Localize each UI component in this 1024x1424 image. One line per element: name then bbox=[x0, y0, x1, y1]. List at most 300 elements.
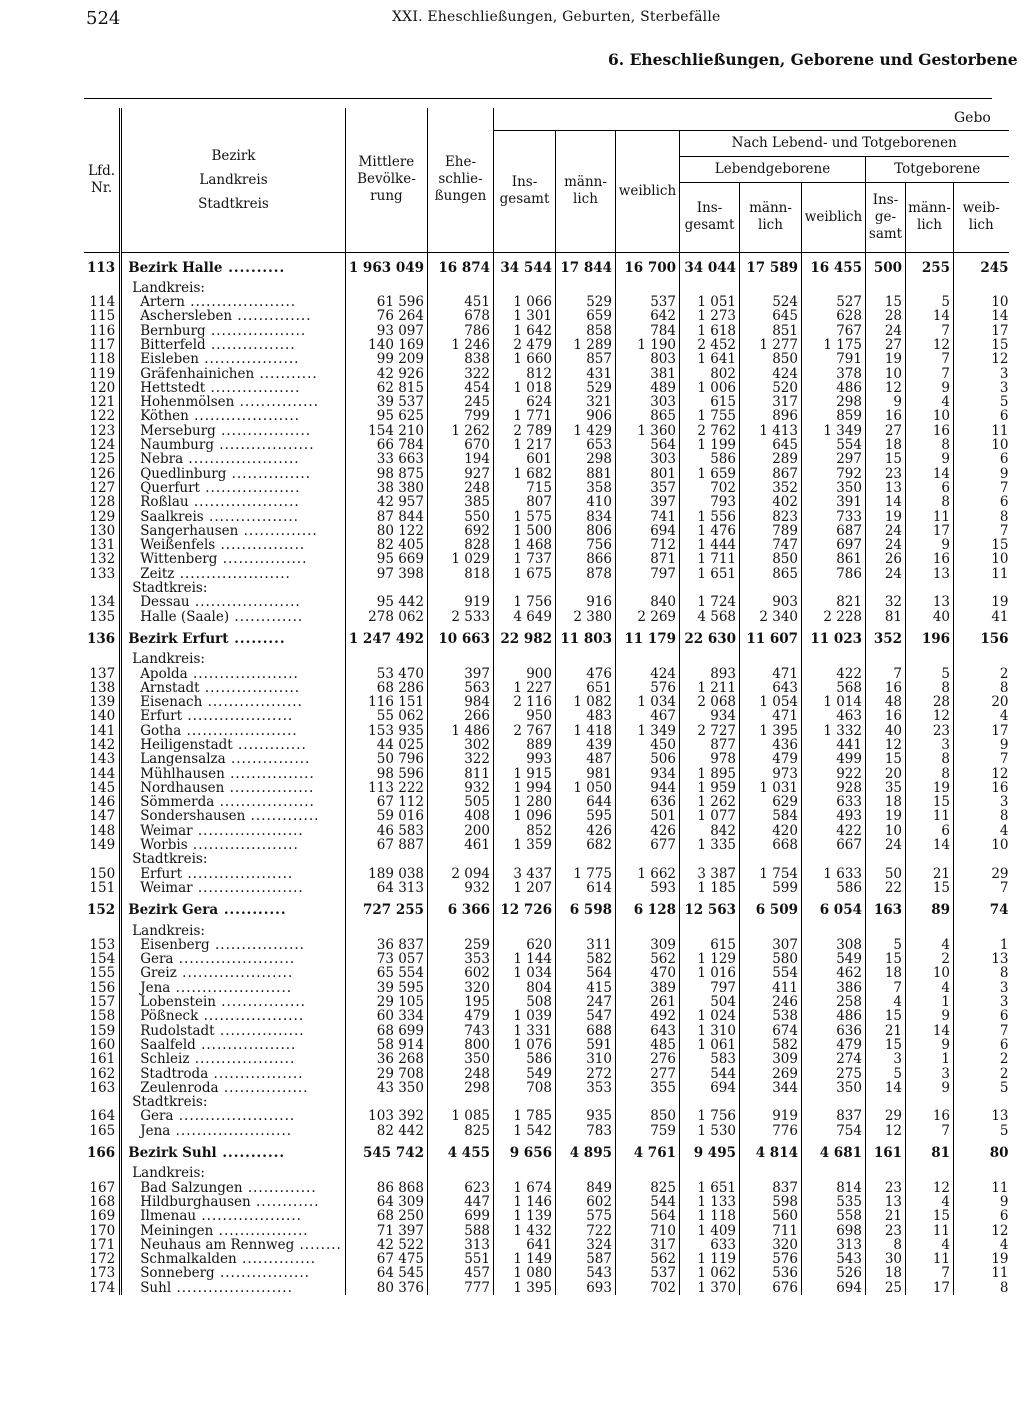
cell-eheschliessungen: 245 bbox=[428, 395, 494, 409]
cell-lg-insgesamt: 1 133 bbox=[680, 1195, 740, 1209]
cell-eheschliessungen: 350 bbox=[428, 1052, 494, 1066]
dot-leader: .................. bbox=[205, 322, 307, 339]
cell-lg-weiblich: 1 349 bbox=[802, 424, 866, 438]
cell-tg-maennlich: 4 bbox=[906, 1195, 954, 1209]
cell-tg-maennlich bbox=[906, 652, 954, 666]
cell-tg-maennlich: 10 bbox=[906, 966, 954, 980]
table-row bbox=[84, 424, 1009, 438]
cell-lg-maennlich: 823 bbox=[740, 510, 802, 524]
cell-tg-maennlich: 14 bbox=[906, 467, 954, 481]
cell-lg-insgesamt: 1 659 bbox=[680, 467, 740, 481]
cell-maennlich: 564 bbox=[556, 966, 616, 980]
dot-leader: ................. bbox=[205, 379, 301, 396]
cell-lg-maennlich: 645 bbox=[740, 438, 802, 452]
region-name: Zeitz ..................... bbox=[121, 567, 346, 581]
cell-lg-weiblich: 1 633 bbox=[802, 867, 866, 881]
cell-insgesamt: 1 682 bbox=[494, 467, 556, 481]
row-number: 162 bbox=[84, 1067, 121, 1081]
cell-tg-maennlich: 9 bbox=[906, 452, 954, 466]
cell-weiblich: 501 bbox=[616, 809, 680, 823]
cell-tg-weiblich: 19 bbox=[991, 594, 1009, 611]
dot-leader: .................... bbox=[188, 494, 300, 511]
row-number: 129 bbox=[84, 510, 121, 524]
cell-maennlich: 866 bbox=[556, 552, 616, 566]
dot-leader: ............. bbox=[232, 737, 307, 753]
cell-tg-maennlich: 7 bbox=[906, 324, 954, 338]
cell-maennlich: 1 418 bbox=[556, 724, 616, 738]
cell-maennlich: 659 bbox=[556, 309, 616, 323]
cell-eheschliessungen bbox=[428, 581, 494, 595]
bezirk-row bbox=[84, 252, 1009, 281]
cell-mittlere-bevoelkerung: 68 699 bbox=[345, 1024, 427, 1038]
cell-lg-insgesamt: 1 077 bbox=[680, 809, 740, 823]
cell-eheschliessungen: 1 029 bbox=[428, 552, 494, 566]
cell-lg-insgesamt: 1 724 bbox=[680, 595, 740, 609]
cell-tg-maennlich: 1 bbox=[906, 995, 954, 1009]
row-number: 115 bbox=[84, 309, 121, 323]
cell-eheschliessungen: 195 bbox=[428, 995, 494, 1009]
cell-tg-maennlich: 7 bbox=[906, 352, 954, 366]
cell-tg-insgesamt: 27 bbox=[866, 424, 906, 438]
cell-mittlere-bevoelkerung: 76 264 bbox=[345, 309, 427, 323]
cell-lg-weiblich: 298 bbox=[802, 395, 866, 409]
cell-tg-insgesamt: 16 bbox=[866, 709, 906, 723]
cell-eheschliessungen: 786 bbox=[428, 324, 494, 338]
dot-leader: ...................... bbox=[173, 1108, 296, 1125]
row-number: 144 bbox=[84, 767, 121, 781]
cell-lg-maennlich: 629 bbox=[740, 795, 802, 809]
cell-insgesamt: 1 994 bbox=[494, 781, 556, 795]
table-row bbox=[84, 724, 1009, 738]
cell-tg-weiblich: 12 bbox=[991, 765, 1009, 782]
cell-eheschliessungen: 505 bbox=[428, 795, 494, 809]
row-number: 157 bbox=[84, 995, 121, 1009]
cell-tg-maennlich: 9 bbox=[906, 1038, 954, 1052]
cell-lg-weiblich: 558 bbox=[802, 1209, 866, 1223]
cell-lg-weiblich: 526 bbox=[802, 1266, 866, 1280]
row-number: 119 bbox=[84, 367, 121, 381]
table-row bbox=[84, 1009, 1009, 1023]
table-row bbox=[84, 1124, 1009, 1138]
cell-insgesamt: 1 756 bbox=[494, 595, 556, 609]
cell-lg-weiblich: 1 175 bbox=[802, 338, 866, 352]
cell-lg-insgesamt: 1 211 bbox=[680, 681, 740, 695]
cell-weiblich: 801 bbox=[616, 467, 680, 481]
region-name: Nebra ..................... bbox=[121, 452, 346, 466]
cell-lg-weiblich: 527 bbox=[802, 295, 866, 309]
cell-lg-weiblich: 535 bbox=[802, 1195, 866, 1209]
cell-lg-maennlich: 560 bbox=[740, 1209, 802, 1223]
cell-insgesamt: 1 500 bbox=[494, 524, 556, 538]
cell-lg-weiblich: 1 014 bbox=[802, 695, 866, 709]
cell-tg-weiblich: 8 bbox=[999, 965, 1009, 982]
cell-lg-insgesamt: 1 530 bbox=[680, 1124, 740, 1138]
cell-tg-insgesamt: 10 bbox=[866, 367, 906, 381]
cell-tg-insgesamt: 50 bbox=[866, 867, 906, 881]
cell-maennlich: 722 bbox=[556, 1224, 616, 1238]
cell-weiblich: 1 034 bbox=[616, 695, 680, 709]
cell-insgesamt: 1 227 bbox=[494, 681, 556, 695]
table-body bbox=[84, 252, 1009, 1295]
group-label-row bbox=[84, 1095, 1009, 1109]
header-lebendgeborene: Lebendgeborene bbox=[680, 156, 866, 182]
cell-weiblich: 470 bbox=[616, 966, 680, 980]
cell-eheschliessungen bbox=[428, 652, 494, 666]
table-row bbox=[84, 881, 1009, 895]
row-number: 173 bbox=[84, 1266, 121, 1280]
row-number: 136 bbox=[84, 624, 121, 652]
cell-tg-insgesamt: 3 bbox=[866, 1052, 906, 1066]
cell-insgesamt: 900 bbox=[494, 667, 556, 681]
cell-tg-maennlich: 9 bbox=[906, 1009, 954, 1023]
cell-tg-weiblich: 7 bbox=[999, 479, 1009, 496]
cell-insgesamt: 1 039 bbox=[494, 1009, 556, 1023]
cell-tg-insgesamt: 21 bbox=[866, 1209, 906, 1223]
cell-maennlich bbox=[556, 924, 616, 938]
cell-lg-maennlich: 674 bbox=[740, 1024, 802, 1038]
cell-maennlich: 981 bbox=[556, 767, 616, 781]
cell-maennlich: 1 050 bbox=[556, 781, 616, 795]
cell-tg-insgesamt: 24 bbox=[866, 324, 906, 338]
row-number: 131 bbox=[84, 538, 121, 552]
cell-weiblich: 636 bbox=[616, 795, 680, 809]
cell-lg-maennlich: 320 bbox=[740, 1238, 802, 1252]
group-label: Stadtkreis: bbox=[121, 581, 346, 595]
cell-tg-insgesamt: 35 bbox=[866, 781, 906, 795]
cell-lg-weiblich: 687 bbox=[802, 524, 866, 538]
region-name: Nordhausen ................ bbox=[121, 781, 346, 795]
cell-lg-insgesamt: 1 310 bbox=[680, 1024, 740, 1038]
cell-lg-weiblich: 628 bbox=[802, 309, 866, 323]
cell-tg-insgesamt: 500 bbox=[866, 252, 906, 281]
cell-tg-weiblich: 6 bbox=[999, 1036, 1009, 1053]
cell-insgesamt: 1 395 bbox=[494, 1281, 556, 1295]
cell-mittlere-bevoelkerung: 140 169 bbox=[345, 338, 427, 352]
row-number bbox=[84, 852, 121, 866]
cell-insgesamt: 549 bbox=[494, 1067, 556, 1081]
cell-maennlich: 878 bbox=[556, 567, 616, 581]
cell-lg-insgesamt: 1 756 bbox=[680, 1109, 740, 1123]
cell-lg-insgesamt: 1 185 bbox=[680, 881, 740, 895]
dot-leader: ................ bbox=[215, 994, 306, 1011]
cell-eheschliessungen: 799 bbox=[428, 409, 494, 423]
region-name: Gotha ..................... bbox=[121, 724, 346, 738]
cell-lg-insgesamt: 1 755 bbox=[680, 409, 740, 423]
cell-tg-maennlich bbox=[906, 924, 954, 938]
cell-mittlere-bevoelkerung: 93 097 bbox=[345, 324, 427, 338]
cell-maennlich: 11 803 bbox=[556, 624, 616, 652]
cell-tg-insgesamt: 30 bbox=[866, 1252, 906, 1266]
cell-lg-insgesamt: 1 129 bbox=[680, 952, 740, 966]
cell-tg-maennlich bbox=[906, 281, 954, 295]
cell-insgesamt: 2 789 bbox=[494, 424, 556, 438]
cell-lg-insgesamt: 2 727 bbox=[680, 724, 740, 738]
cell-lg-maennlich: 554 bbox=[740, 966, 802, 980]
region-name: Heiligenstadt ............. bbox=[121, 738, 346, 752]
cell-insgesamt: 586 bbox=[494, 1052, 556, 1066]
cell-eheschliessungen: 457 bbox=[428, 1266, 494, 1280]
cell-lg-insgesamt: 583 bbox=[680, 1052, 740, 1066]
cell-tg-maennlich: 4 bbox=[906, 981, 954, 995]
cell-mittlere-bevoelkerung: 42 522 bbox=[345, 1238, 427, 1252]
row-number: 151 bbox=[84, 881, 121, 895]
cell-maennlich: 653 bbox=[556, 438, 616, 452]
cell-tg-weiblich: 14 bbox=[991, 308, 1009, 325]
cell-tg-insgesamt: 18 bbox=[866, 438, 906, 452]
cell-lg-weiblich: 694 bbox=[802, 1281, 866, 1295]
cell-insgesamt: 3 437 bbox=[494, 867, 556, 881]
cell-tg-insgesamt: 163 bbox=[866, 895, 906, 923]
cell-tg-weiblich: 5 bbox=[999, 1079, 1009, 1096]
cell-lg-maennlich: 867 bbox=[740, 467, 802, 481]
cell-tg-insgesamt: 23 bbox=[866, 467, 906, 481]
cell-tg-weiblich: 19 bbox=[991, 1251, 1009, 1268]
cell-tg-insgesamt: 7 bbox=[866, 981, 906, 995]
cell-tg-weiblich: 2 bbox=[999, 1065, 1009, 1082]
dot-leader: ...................... bbox=[173, 951, 296, 968]
cell-eheschliessungen: 818 bbox=[428, 567, 494, 581]
cell-insgesamt: 1 096 bbox=[494, 809, 556, 823]
table-row bbox=[84, 795, 1009, 809]
region-name: Schleiz ................... bbox=[121, 1052, 346, 1066]
table-row bbox=[84, 1038, 1009, 1052]
table-row bbox=[84, 752, 1009, 766]
cell-lg-weiblich: 767 bbox=[802, 324, 866, 338]
cell-tg-weiblich: 1 bbox=[999, 936, 1009, 953]
cell-lg-insgesamt: 1 061 bbox=[680, 1038, 740, 1052]
cell-maennlich: 487 bbox=[556, 752, 616, 766]
cell-insgesamt: 1 359 bbox=[494, 838, 556, 852]
cell-tg-weiblich: 29 bbox=[991, 865, 1009, 882]
row-number: 132 bbox=[84, 552, 121, 566]
cell-lg-maennlich: 411 bbox=[740, 981, 802, 995]
row-number: 141 bbox=[84, 724, 121, 738]
cell-lg-maennlich: 402 bbox=[740, 495, 802, 509]
cell-lg-insgesamt: 797 bbox=[680, 981, 740, 995]
cell-lg-insgesamt: 1 006 bbox=[680, 381, 740, 395]
row-number: 116 bbox=[84, 324, 121, 338]
cell-tg-insgesamt: 24 bbox=[866, 567, 906, 581]
cell-lg-weiblich: 549 bbox=[802, 952, 866, 966]
cell-maennlich: 272 bbox=[556, 1067, 616, 1081]
cell-mittlere-bevoelkerung: 50 796 bbox=[345, 752, 427, 766]
region-name: Weimar .................... bbox=[121, 881, 346, 895]
cell-mittlere-bevoelkerung: 98 875 bbox=[345, 467, 427, 481]
cell-tg-weiblich: 8 bbox=[999, 508, 1009, 525]
cell-lg-weiblich bbox=[802, 852, 866, 866]
cell-tg-weiblich bbox=[954, 852, 1009, 866]
cell-lg-insgesamt: 12 563 bbox=[680, 895, 740, 923]
cell-tg-insgesamt: 18 bbox=[866, 795, 906, 809]
cell-tg-weiblich: 6 bbox=[999, 494, 1009, 511]
table-row bbox=[84, 1266, 1009, 1280]
cell-maennlich: 849 bbox=[556, 1181, 616, 1195]
cell-tg-weiblich: 9 bbox=[999, 1193, 1009, 1210]
row-number: 146 bbox=[84, 795, 121, 809]
table-row bbox=[84, 295, 1009, 309]
cell-insgesamt: 1 737 bbox=[494, 552, 556, 566]
cell-lg-weiblich: 792 bbox=[802, 467, 866, 481]
cell-lg-insgesamt: 1 444 bbox=[680, 538, 740, 552]
row-number bbox=[84, 652, 121, 666]
row-number bbox=[84, 1095, 121, 1109]
cell-lg-insgesamt: 544 bbox=[680, 1067, 740, 1081]
cell-tg-insgesamt: 7 bbox=[866, 667, 906, 681]
row-number: 174 bbox=[84, 1281, 121, 1295]
table-row bbox=[84, 1209, 1009, 1223]
cell-tg-maennlich: 6 bbox=[906, 481, 954, 495]
table-row bbox=[84, 767, 1009, 781]
cell-lg-weiblich: 350 bbox=[802, 1081, 866, 1095]
region-name: Dessau .................... bbox=[121, 595, 346, 609]
dot-leader: ................. bbox=[208, 1065, 304, 1082]
cell-tg-insgesamt: 8 bbox=[866, 1238, 906, 1252]
cell-tg-insgesamt: 15 bbox=[866, 1009, 906, 1023]
cell-lg-maennlich: 307 bbox=[740, 938, 802, 952]
cell-lg-insgesamt: 586 bbox=[680, 452, 740, 466]
cell-lg-maennlich: 246 bbox=[740, 995, 802, 1009]
row-number: 170 bbox=[84, 1224, 121, 1238]
cell-tg-maennlich: 13 bbox=[906, 595, 954, 609]
cell-lg-insgesamt: 2 068 bbox=[680, 695, 740, 709]
cell-eheschliessungen: 10 663 bbox=[428, 624, 494, 652]
cell-lg-maennlich: 576 bbox=[740, 1252, 802, 1266]
cell-lg-maennlich: 424 bbox=[740, 367, 802, 381]
cell-tg-maennlich: 7 bbox=[906, 1266, 954, 1280]
cell-tg-insgesamt: 27 bbox=[866, 338, 906, 352]
region-name: Bitterfeld ................ bbox=[121, 338, 346, 352]
cell-weiblich: 564 bbox=[616, 438, 680, 452]
cell-tg-weiblich: 8 bbox=[999, 679, 1009, 696]
cell-eheschliessungen: 984 bbox=[428, 695, 494, 709]
row-number: 118 bbox=[84, 352, 121, 366]
dot-leader: .................. bbox=[198, 351, 300, 368]
cell-weiblich: 784 bbox=[616, 324, 680, 338]
cell-mittlere-bevoelkerung: 95 669 bbox=[345, 552, 427, 566]
cell-eheschliessungen: 16 874 bbox=[428, 252, 494, 281]
cell-mittlere-bevoelkerung bbox=[345, 1166, 427, 1180]
row-number: 156 bbox=[84, 981, 121, 995]
row-number: 120 bbox=[84, 381, 121, 395]
cell-weiblich: 485 bbox=[616, 1038, 680, 1052]
cell-tg-insgesamt: 13 bbox=[866, 481, 906, 495]
cell-lg-insgesamt: 893 bbox=[680, 667, 740, 681]
cell-eheschliessungen: 447 bbox=[428, 1195, 494, 1209]
cell-tg-maennlich: 4 bbox=[906, 395, 954, 409]
cell-lg-weiblich: 422 bbox=[802, 667, 866, 681]
cell-lg-insgesamt: 1 016 bbox=[680, 966, 740, 980]
cell-tg-weiblich: 16 bbox=[991, 779, 1009, 796]
region-name: Aschersleben .............. bbox=[121, 309, 346, 323]
table-row bbox=[84, 610, 1009, 624]
cell-mittlere-bevoelkerung: 64 309 bbox=[345, 1195, 427, 1209]
dot-leader: .................. bbox=[199, 679, 301, 696]
cell-maennlich: 881 bbox=[556, 467, 616, 481]
cell-weiblich: 712 bbox=[616, 538, 680, 552]
dot-leader: ............. bbox=[245, 808, 320, 825]
page-number: 524 bbox=[86, 8, 121, 29]
cell-lg-insgesamt: 22 630 bbox=[680, 624, 740, 652]
cell-weiblich bbox=[616, 652, 680, 666]
cell-tg-weiblich: 11 bbox=[991, 1265, 1009, 1282]
cell-lg-maennlich bbox=[740, 924, 802, 938]
table-row bbox=[84, 981, 1009, 995]
cell-lg-insgesamt: 793 bbox=[680, 495, 740, 509]
cell-maennlich: 431 bbox=[556, 367, 616, 381]
cell-tg-insgesamt: 4 bbox=[866, 995, 906, 1009]
region-name: Naumburg .................. bbox=[121, 438, 346, 452]
cell-lg-weiblich: 586 bbox=[802, 881, 866, 895]
cell-insgesamt: 1 207 bbox=[494, 881, 556, 895]
table-row bbox=[84, 1195, 1009, 1209]
row-number: 159 bbox=[84, 1024, 121, 1038]
region-name: Erfurt .................... bbox=[121, 867, 346, 881]
cell-maennlich: 310 bbox=[556, 1052, 616, 1066]
statistics-table bbox=[84, 108, 1009, 1295]
dot-leader: .................... bbox=[187, 665, 299, 682]
row-number: 169 bbox=[84, 1209, 121, 1223]
dot-leader: .................... bbox=[184, 294, 297, 311]
cell-tg-maennlich: 9 bbox=[906, 1081, 954, 1095]
cell-tg-maennlich: 14 bbox=[906, 309, 954, 323]
cell-weiblich: 6 128 bbox=[616, 895, 680, 923]
cell-maennlich: 483 bbox=[556, 709, 616, 723]
cell-weiblich: 1 190 bbox=[616, 338, 680, 352]
dot-leader: ..................... bbox=[181, 722, 298, 739]
cell-tg-insgesamt: 15 bbox=[866, 295, 906, 309]
cell-weiblich: 303 bbox=[616, 452, 680, 466]
table-row bbox=[84, 538, 1009, 552]
region-name: Eisleben .................. bbox=[121, 352, 346, 366]
region-name: Zeulenroda ................ bbox=[121, 1081, 346, 1095]
cell-lg-insgesamt: 1 062 bbox=[680, 1266, 740, 1280]
cell-mittlere-bevoelkerung: 42 957 bbox=[345, 495, 427, 509]
cell-mittlere-bevoelkerung bbox=[345, 581, 427, 595]
cell-maennlich: 247 bbox=[556, 995, 616, 1009]
cell-lg-weiblich: 6 054 bbox=[802, 895, 866, 923]
cell-lg-maennlich: 896 bbox=[740, 409, 802, 423]
cell-lg-weiblich: 479 bbox=[802, 1038, 866, 1052]
cell-tg-insgesamt: 5 bbox=[866, 938, 906, 952]
cell-tg-maennlich: 15 bbox=[906, 795, 954, 809]
cell-lg-weiblich: 636 bbox=[802, 1024, 866, 1038]
cell-weiblich: 11 179 bbox=[616, 624, 680, 652]
cell-lg-weiblich: 499 bbox=[802, 752, 866, 766]
dot-leader: ..................... bbox=[176, 965, 294, 982]
cell-lg-maennlich: 865 bbox=[740, 567, 802, 581]
cell-tg-weiblich: 5 bbox=[999, 1122, 1009, 1139]
cell-tg-weiblich: 11 bbox=[991, 422, 1009, 439]
cell-maennlich: 311 bbox=[556, 938, 616, 952]
cell-weiblich: 593 bbox=[616, 881, 680, 895]
dot-leader: ................... bbox=[198, 1008, 305, 1025]
cell-tg-weiblich: 3 bbox=[999, 994, 1009, 1011]
cell-weiblich: 564 bbox=[616, 1209, 680, 1223]
cell-tg-insgesamt: 15 bbox=[866, 952, 906, 966]
region-name: Bezirk Halle .......... bbox=[121, 252, 346, 281]
dot-leader: ............. bbox=[242, 1179, 317, 1196]
cell-lg-maennlich: 538 bbox=[740, 1009, 802, 1023]
cell-maennlich: 358 bbox=[556, 481, 616, 495]
region-name: Bad Salzungen ............. bbox=[121, 1181, 346, 1195]
cell-lg-insgesamt: 3 387 bbox=[680, 867, 740, 881]
dot-leader: ........... bbox=[254, 365, 318, 382]
cell-maennlich: 4 895 bbox=[556, 1138, 616, 1166]
cell-tg-insgesamt: 16 bbox=[866, 409, 906, 423]
cell-mittlere-bevoelkerung: 29 708 bbox=[345, 1067, 427, 1081]
row-number: 149 bbox=[84, 838, 121, 852]
row-number: 163 bbox=[84, 1081, 121, 1095]
